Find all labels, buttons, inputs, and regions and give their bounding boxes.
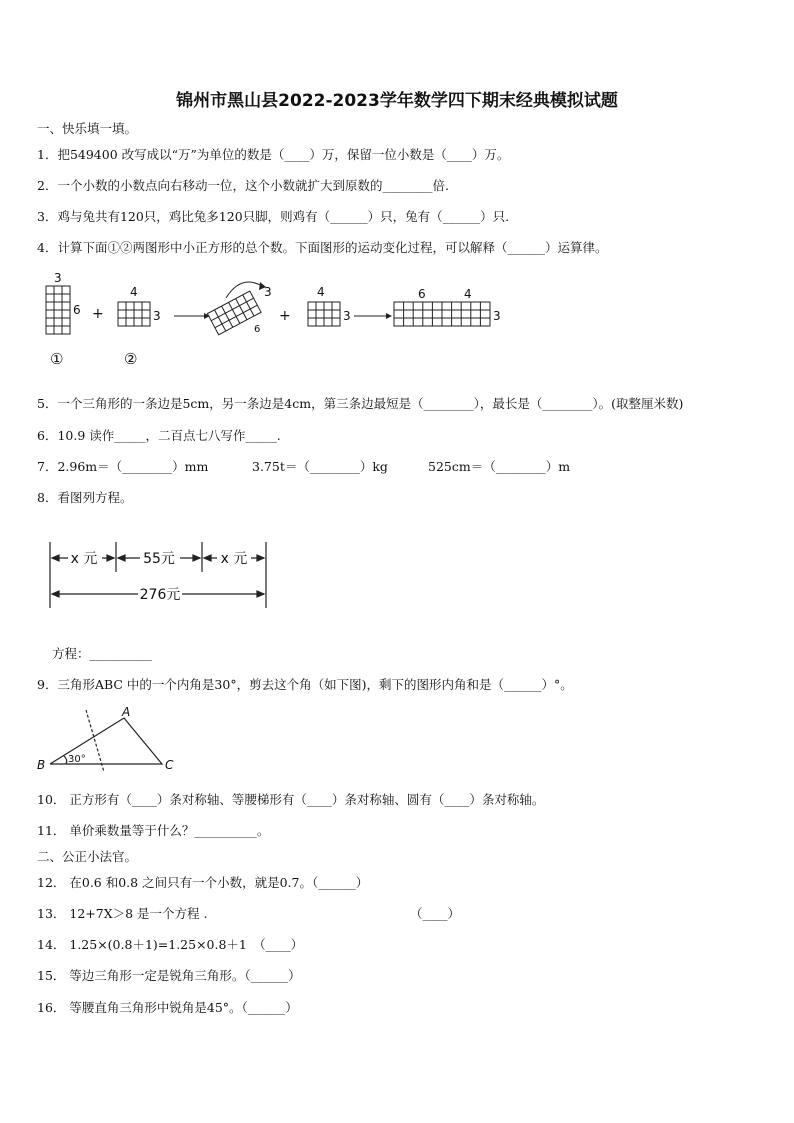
page-title: 锦州市黑山县2022-2023学年数学四下期末经典模拟试题	[176, 91, 618, 111]
segment-55: 55元	[143, 551, 175, 567]
question-7b: 3.75t＝（________）kg	[252, 459, 388, 474]
question-13-blank: （____）	[410, 906, 461, 921]
angle-30-label: 30°	[68, 754, 86, 765]
plus-sign-2: +	[279, 308, 291, 324]
question-13: 13． 12+7X＞8 是一个方程 .	[37, 906, 208, 921]
grid2-top-label: 4	[130, 285, 138, 299]
question-12: 12． 在0.6 和0.8 之间只有一个小数，就是0.7。（______）	[37, 875, 369, 890]
question-11: 11． 单价乘数量等于什么？__________。	[37, 823, 270, 838]
grid4-side-label: 3	[343, 309, 351, 323]
section-heading-1: 一、快乐填一填。	[37, 121, 138, 136]
question-2: 2．一个小数的小数点向右移动一位，这个小数就扩大到原数的________倍.	[37, 178, 449, 193]
question-16: 16． 等腰直角三角形中锐角是45°。（______）	[37, 1000, 298, 1015]
combined-top-right-label: 4	[464, 287, 472, 301]
plus-sign-1: +	[92, 306, 104, 322]
grid2-side-label: 3	[153, 309, 161, 323]
q4-grid-figure	[36, 268, 506, 376]
question-9: 9．三角形ABC 中的一个内角是30°，剪去这个角（如下图)，剩下的图形内角和是（______）°。	[37, 677, 573, 692]
combined-side-label: 3	[493, 309, 501, 323]
grid1-top-label: 3	[54, 271, 62, 285]
q9-triangle-figure	[34, 704, 184, 774]
question-6: 6．10.9 读作_____，二百点七八写作_____.	[37, 428, 281, 443]
q8-line-diagram	[44, 536, 274, 616]
vertex-b: B	[37, 758, 46, 772]
question-1: 1．把549400 改写成以“万”为单位的数是（____）万，保留一位小数是（____）万。	[37, 147, 510, 162]
question-15: 15． 等边三角形一定是锐角三角形。（______）	[37, 968, 301, 983]
question-3: 3．鸡与兔共有120只，鸡比兔多120只脚，则鸡有（______）只，兔有（______）只.	[37, 209, 510, 224]
vertex-a: A	[122, 705, 131, 719]
segment-x-right: x 元	[220, 551, 248, 567]
figure-1-marker: ①	[50, 350, 64, 368]
question-5: 5．一个三角形的一条边是5cm，另一条边是4cm，第三条边最短是（________），最长是（________）。(取整厘米数)	[37, 396, 684, 411]
segment-total: 276元	[139, 587, 181, 603]
combined-top-left-label: 6	[418, 287, 426, 301]
rotated-bottom-label: 6	[254, 324, 261, 335]
grid4-top-label: 4	[317, 285, 325, 299]
figure-2-marker: ②	[124, 350, 138, 368]
grid1-side-label: 6	[73, 303, 81, 317]
vertex-c: C	[165, 758, 174, 772]
q8-equation-blank: 方程：__________	[52, 646, 153, 661]
question-4: 4．计算下面①②两图形中小正方形的总个数。下面图形的运动变化过程，可以解释（______）运算律。	[37, 240, 608, 255]
segment-x-left: x 元	[70, 551, 98, 567]
question-7a: 7．2.96m＝（________）mm	[37, 459, 209, 474]
question-14: 14． 1.25×(0.8＋1)=1.25×0.8＋1 （____）	[37, 937, 304, 952]
question-10: 10． 正方形有（____）条对称轴、等腰梯形有（____）条对称轴、圆有（____）条对称轴。	[37, 792, 545, 807]
question-8: 8．看图列方程。	[37, 490, 133, 505]
section-heading-2: 二、公正小法官。	[37, 849, 138, 864]
question-7c: 525cm＝（________）m	[428, 459, 571, 474]
rotated-side-label: 3	[264, 285, 272, 299]
